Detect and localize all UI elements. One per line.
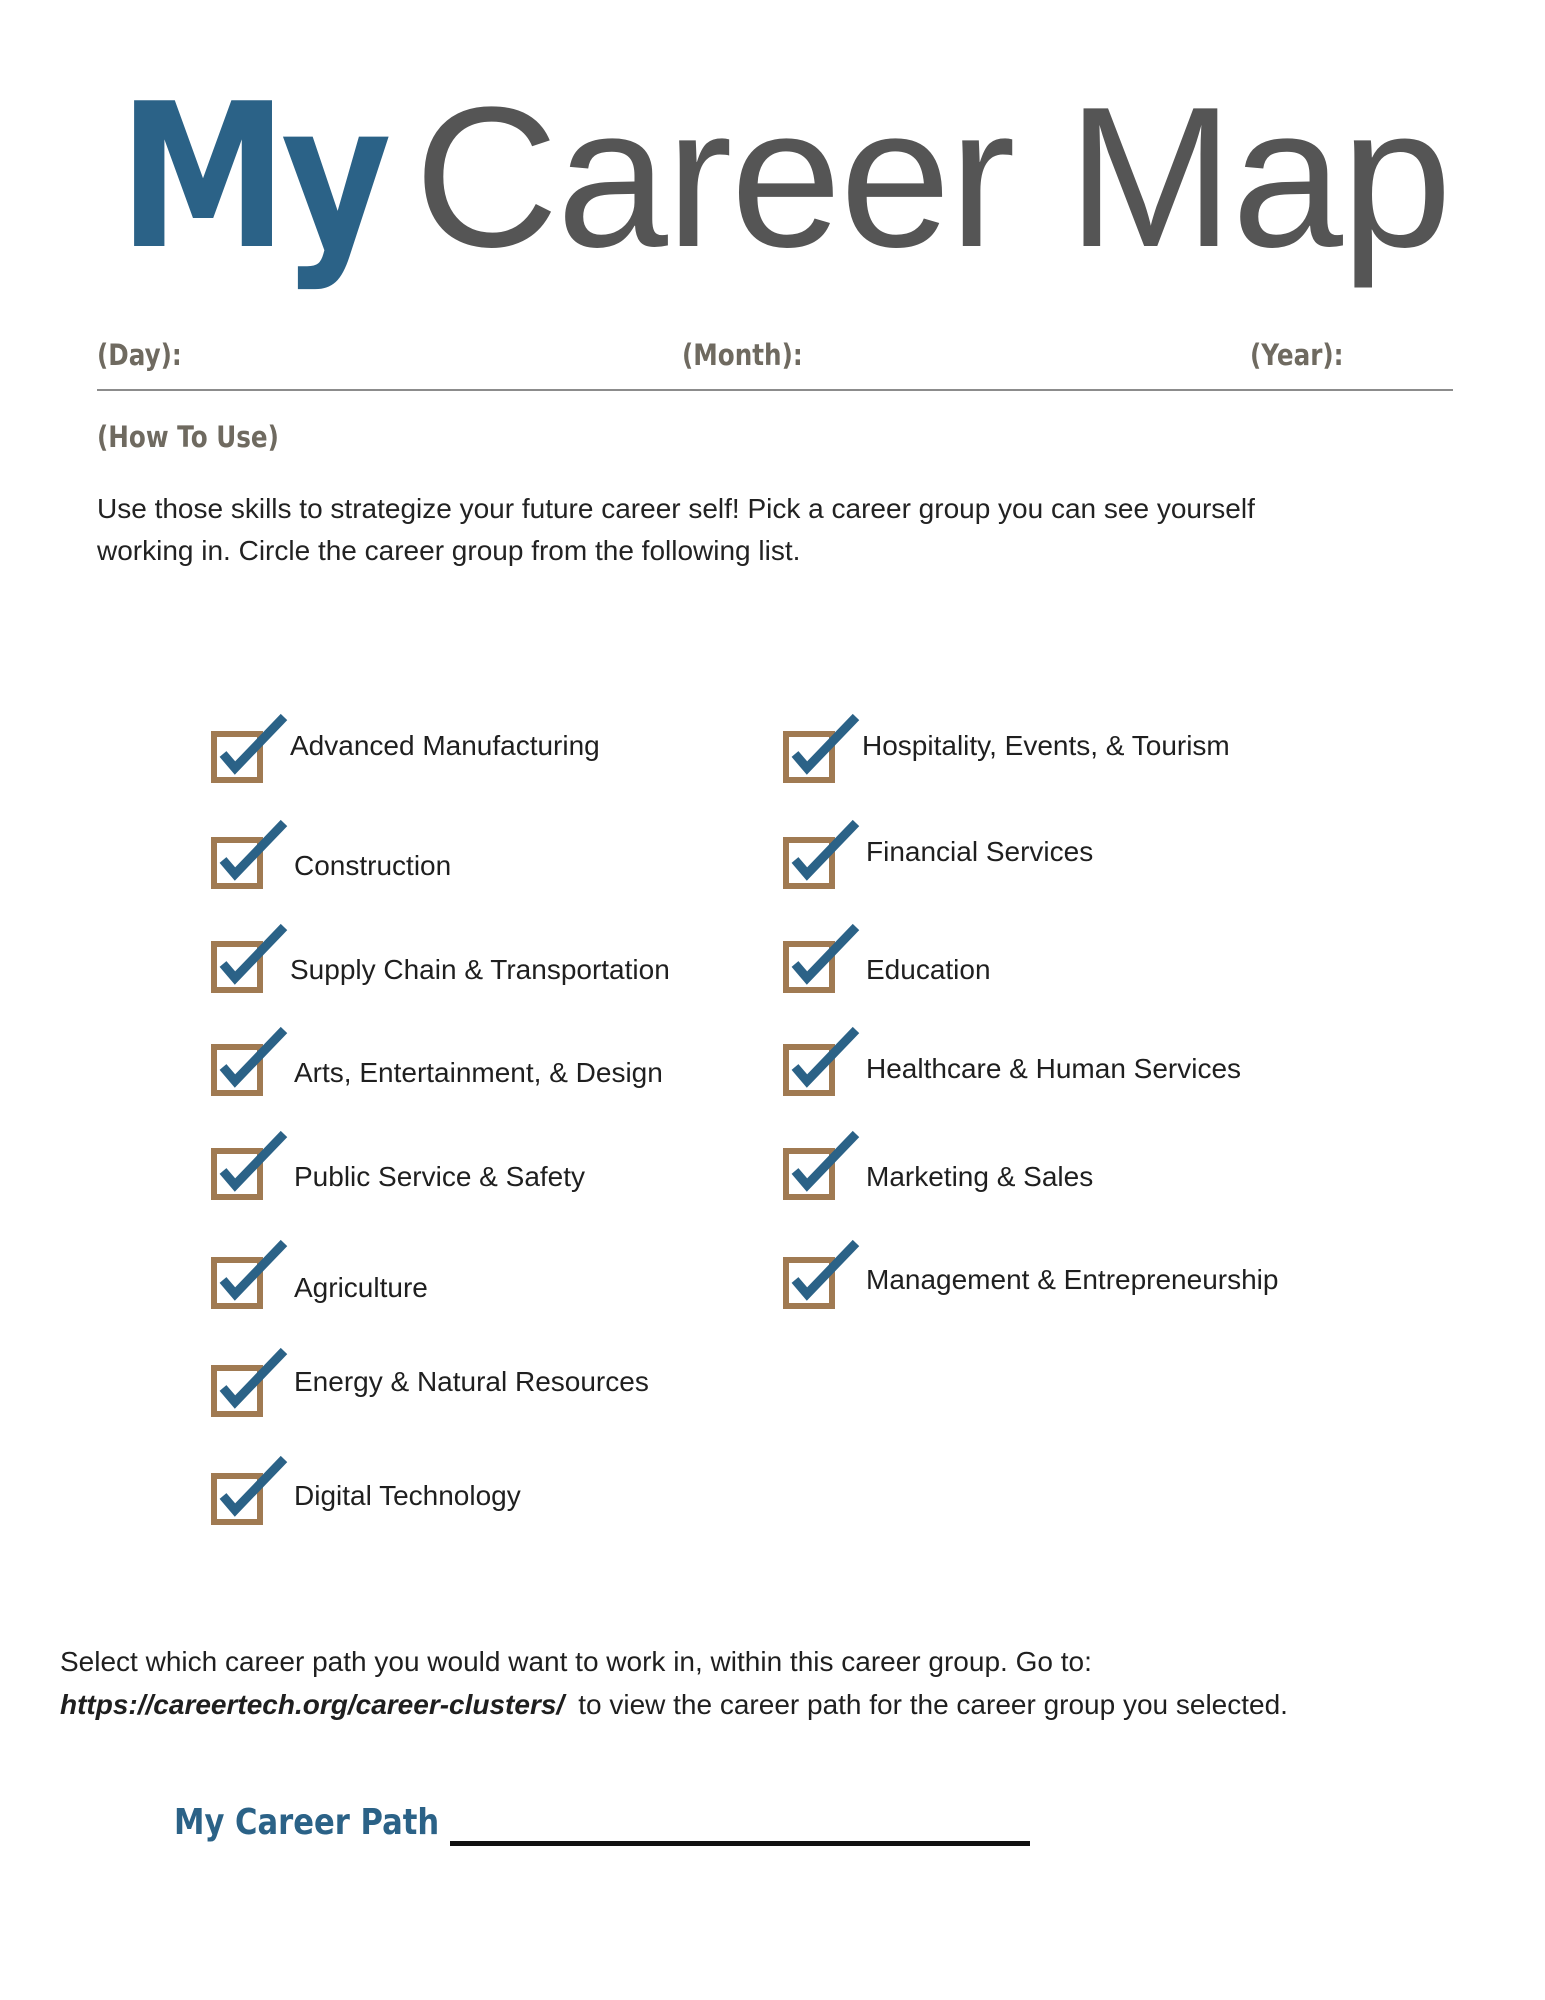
- checked-box-icon: [210, 712, 290, 792]
- month-label: (Month):: [682, 338, 803, 372]
- career-item-label: Education: [866, 954, 991, 985]
- title-my: My: [118, 61, 385, 294]
- career-item-label: Agriculture: [294, 1272, 428, 1303]
- instructions-text: [60, 1640, 1480, 1726]
- intro-line-2: working in. Circle the career group from the following list.: [97, 535, 801, 566]
- career-item-label: Healthcare & Human Services: [866, 1053, 1242, 1084]
- career-item-label: Energy & Natural Resources: [294, 1366, 649, 1397]
- career-item-label: Digital Technology: [294, 1480, 521, 1511]
- checked-box-icon: [210, 1454, 290, 1534]
- year-label: (Year):: [1250, 338, 1344, 372]
- career-item-label: Public Service & Safety: [294, 1161, 586, 1192]
- career-clusters-link[interactable]: https://careertech.org/career-clusters/: [60, 1689, 565, 1720]
- day-label: (Day):: [97, 338, 182, 372]
- intro-line-1: Use those skills to strategize your future career self! Pick a career group you can see yourself: [97, 493, 1255, 524]
- career-item-label: Construction: [294, 850, 452, 881]
- checked-box-icon: [782, 1238, 862, 1318]
- career-item-label: Arts, Entertainment, & Design: [294, 1057, 663, 1088]
- checked-box-icon: [782, 712, 862, 792]
- instructions-line-2-rest: to view the career path for the career group you selected.: [578, 1689, 1288, 1720]
- career-item-label: Supply Chain & Transportation: [290, 954, 670, 985]
- checked-box-icon: [782, 1129, 862, 1209]
- date-row: [97, 338, 1452, 390]
- checked-box-icon: [210, 922, 290, 1002]
- how-to-use-heading: (How To Use): [97, 420, 279, 454]
- instructions-line-2: [60, 1683, 1480, 1726]
- date-divider: [97, 389, 1453, 391]
- page-title: [0, 61, 1545, 294]
- checked-box-icon: [782, 818, 862, 898]
- my-career-path-label: My Career Path: [174, 1802, 440, 1843]
- checked-box-icon: [210, 1346, 290, 1426]
- career-item-label: Financial Services: [866, 836, 1094, 867]
- instructions-line-1: Select which career path you would want to work in, within this career group. Go to:: [60, 1646, 1092, 1677]
- checked-box-icon: [210, 1025, 290, 1105]
- career-item-label: Marketing & Sales: [866, 1161, 1094, 1192]
- career-item-label: Hospitality, Events, & Tourism: [862, 730, 1230, 761]
- checked-box-icon: [210, 1129, 290, 1209]
- career-path-answer-line[interactable]: [450, 1841, 1030, 1846]
- checked-box-icon: [210, 818, 290, 898]
- how-to-use-text: [97, 488, 1397, 572]
- title-career-map: Career Map: [414, 66, 1451, 289]
- checked-box-icon: [782, 1025, 862, 1105]
- career-item-label: Advanced Manufacturing: [290, 730, 600, 761]
- checked-box-icon: [782, 922, 862, 1002]
- career-item-label: Management & Entrepreneurship: [866, 1264, 1279, 1295]
- checked-box-icon: [210, 1238, 290, 1318]
